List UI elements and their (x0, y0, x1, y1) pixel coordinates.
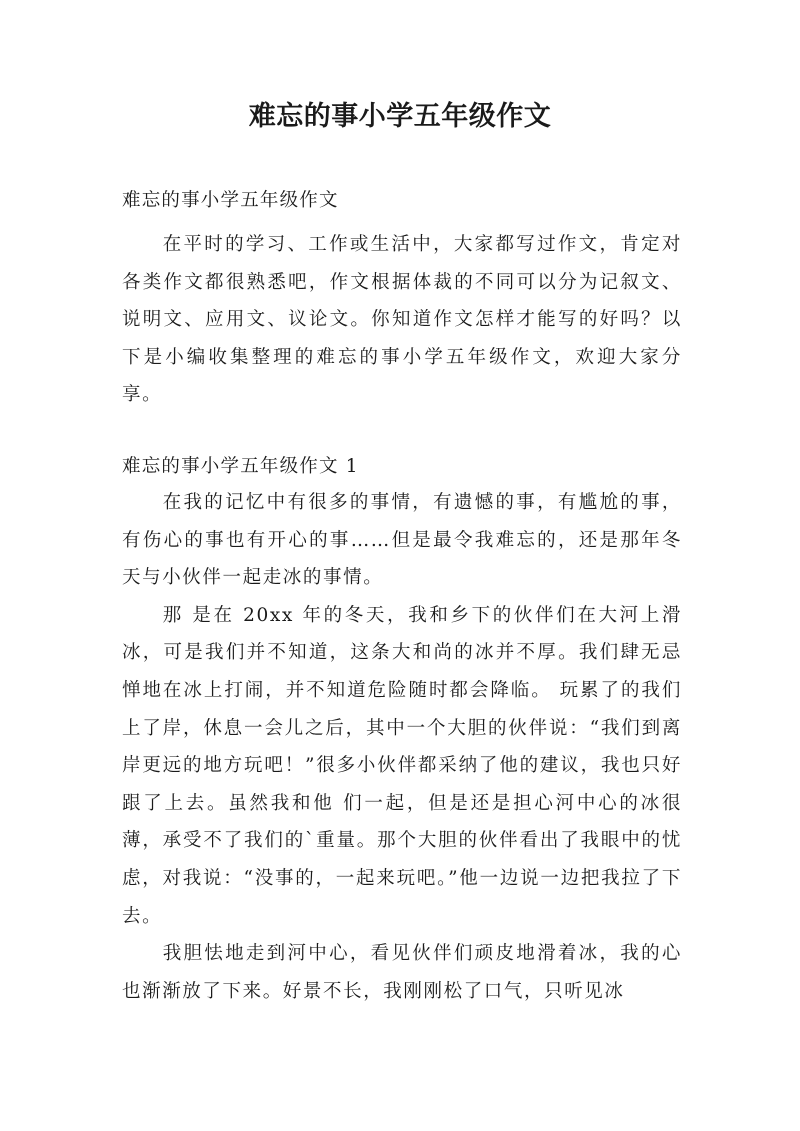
essay-heading: 难忘的事小学五年级作文 1 (122, 456, 359, 477)
document-title: 难忘的事小学五年级作文 (248, 101, 552, 132)
intro-section (122, 226, 682, 414)
essay-paragraph: 我胆怯地走到河中心，看见伙伴们顽皮地滑着冰，我的心也渐渐放了下来。好景不长，我刚刚松了口气，只听见冰 (122, 943, 682, 1002)
intro-paragraph: 在平时的学习、工作或生活中，大家都写过作文，肯定对各类作文都很熟悉吧，作文根据体裁的不同可以分为记叙文、说明文、应用文、议论文。你知道作文怎样才能写的好吗？以下是小编收集整理的难忘的事小学五年级作文，欢迎大家分享。 (122, 234, 682, 406)
essay-section (122, 484, 682, 1010)
essay-paragraph: 那 是在 20xx 年的冬天，我和乡下的伙伴们在大河上滑冰，可是我们并不知道，这条大和尚的冰并不厚。我们肆无忌惮地在冰上打闹，并不知道危险随时都会降临。 玩累了的我们上了岸，休息一会儿之后，其中一个大胆的伙伴说：“我们到离岸更远的地方玩吧！”很多小伙伴都采纳了他的建议，我也只好跟了上去。虽然我和他 们一起，但是还是担心河中心的冰很薄，承受不了我们的`重量。那个大胆的伙伴看出了我眼中的忧虑，对我说：“没事的，一起来玩吧。”他一边说一边把我拉了下 去。 (122, 604, 682, 927)
intro-heading: 难忘的事小学五年级作文 (122, 190, 339, 211)
essay-paragraph: 在我的记忆中有很多的事情，有遗憾的事，有尴尬的事，有伤心的事也有开心的事……但是最令我难忘的，还是那年冬天与小伙伴一起走冰的事情。 (122, 492, 682, 589)
